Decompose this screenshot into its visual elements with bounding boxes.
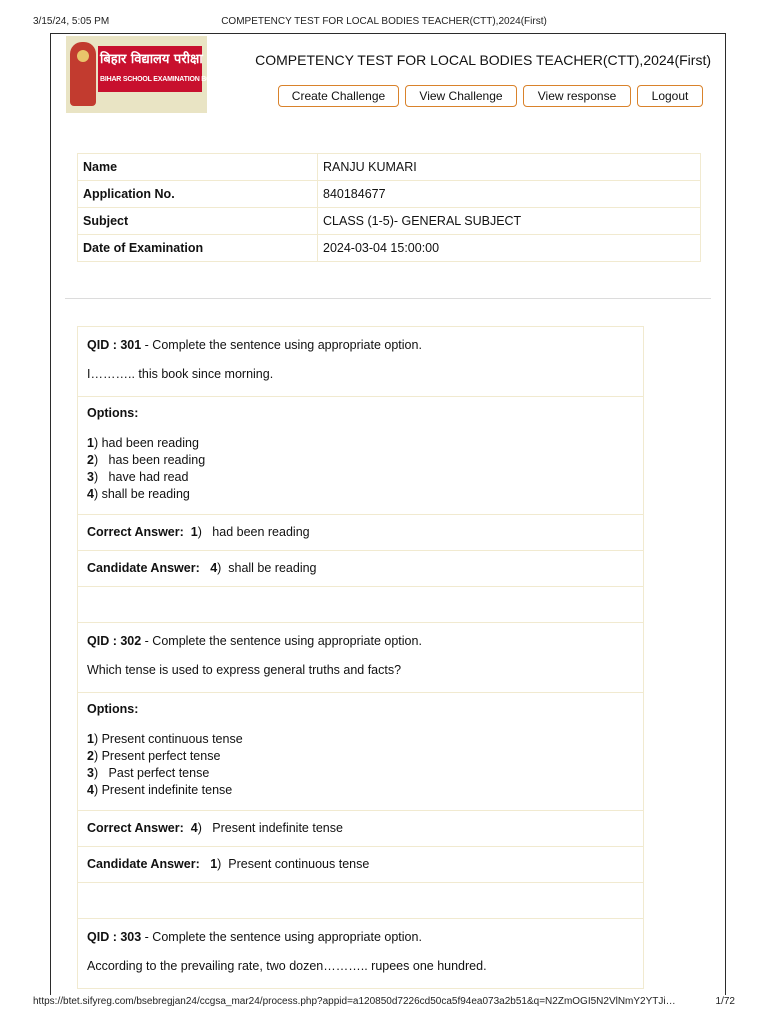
- emblem-icon: [70, 42, 96, 106]
- candidate-answer-301: Candidate Answer: 4) shall be reading: [78, 551, 643, 587]
- field-value: 2024-03-04 15:00:00: [318, 235, 701, 262]
- question-instruction: - Complete the sentence using appropriate option.: [141, 634, 422, 648]
- correct-answer-302: Correct Answer: 4) Present indefinite tense: [78, 811, 643, 847]
- options-label: Options:: [87, 406, 139, 420]
- field-value: RANJU KUMARI: [318, 154, 701, 181]
- view-challenge-button[interactable]: View Challenge: [405, 85, 517, 107]
- qid-number: 303: [120, 930, 142, 944]
- question-statement: According to the prevailing rate, two dozen……….. rupees one hundred.: [87, 959, 487, 973]
- options-301: [78, 397, 643, 515]
- spacer: [78, 587, 643, 623]
- candidate-info-table: [77, 153, 701, 262]
- field-label: Subject: [78, 208, 318, 235]
- nav-bar: [278, 85, 703, 107]
- options-302: [78, 693, 643, 811]
- print-header: [33, 16, 735, 30]
- view-response-button[interactable]: View response: [523, 85, 631, 107]
- print-url: https://btet.sifyreg.com/bsebregjan24/ccgsa_mar24/process.php?appid=a120850d7226cd50ca5f94ea073a2b51&q=N2ZmOGI5N2VlNmY2YTJi…: [33, 996, 676, 1007]
- candidate-answer-302: Candidate Answer: 1) Present continuous tense: [78, 847, 643, 883]
- bseb-logo: [66, 36, 238, 113]
- divider: [65, 298, 711, 299]
- list-item: 4) Present indefinite tense: [87, 783, 233, 797]
- table-row: [78, 181, 701, 208]
- field-label: Application No.: [78, 181, 318, 208]
- correct-answer-301: Correct Answer: 1) had been reading: [78, 515, 643, 551]
- question-instruction: - Complete the sentence using appropriate option.: [141, 930, 422, 944]
- table-row: [78, 208, 701, 235]
- list-item: 1) Present continuous tense: [87, 732, 243, 746]
- list-item: 2) Present perfect tense: [87, 749, 221, 763]
- question-statement: Which tense is used to express general truths and facts?: [87, 663, 402, 677]
- logout-button[interactable]: Logout: [637, 85, 703, 107]
- list-item: 1) had been reading: [87, 436, 199, 450]
- page-title: COMPETENCY TEST FOR LOCAL BODIES TEACHER(CTT),2024(First): [255, 52, 711, 68]
- logo-hindi-text: बिहार विद्यालय परीक्षा समिति: [100, 52, 238, 67]
- page-number: 1/72: [715, 996, 735, 1007]
- qid-number: 302: [120, 634, 142, 648]
- table-row: [78, 154, 701, 181]
- qid-number: 301: [120, 338, 142, 352]
- field-value: 840184677: [318, 181, 701, 208]
- question-statement: I……….. this book since morning.: [87, 367, 274, 381]
- field-value: CLASS (1-5)- GENERAL SUBJECT: [318, 208, 701, 235]
- question-303: QID : 303 - Complete the sentence using appropriate option. According to the prevailing rate, two dozen……….. rupees one hundred.: [78, 919, 643, 989]
- print-datetime: 3/15/24, 5:05 PM: [33, 16, 110, 27]
- logo-english-text: BIHAR SCHOOL EXAMINATION BOARD: [100, 76, 226, 83]
- question-301: QID : 301 - Complete the sentence using appropriate option. I……….. this book since morning.: [78, 327, 643, 397]
- table-row: [78, 235, 701, 262]
- print-title: COMPETENCY TEST FOR LOCAL BODIES TEACHER(CTT),2024(First): [221, 16, 547, 27]
- print-footer: [33, 996, 735, 1010]
- question-instruction: - Complete the sentence using appropriate option.: [141, 338, 422, 352]
- list-item: 3) have had read: [87, 470, 189, 484]
- field-label: Name: [78, 154, 318, 181]
- question-list: [77, 326, 644, 989]
- list-item: 2) has been reading: [87, 453, 206, 467]
- spacer: [78, 883, 643, 919]
- options-label: Options:: [87, 702, 139, 716]
- create-challenge-button[interactable]: Create Challenge: [278, 85, 399, 107]
- page-frame: [50, 33, 726, 995]
- question-302: QID : 302 - Complete the sentence using appropriate option. Which tense is used to express general truths and facts?: [78, 623, 643, 693]
- field-label: Date of Examination: [78, 235, 318, 262]
- list-item: 4) shall be reading: [87, 487, 190, 501]
- list-item: 3) Past perfect tense: [87, 766, 210, 780]
